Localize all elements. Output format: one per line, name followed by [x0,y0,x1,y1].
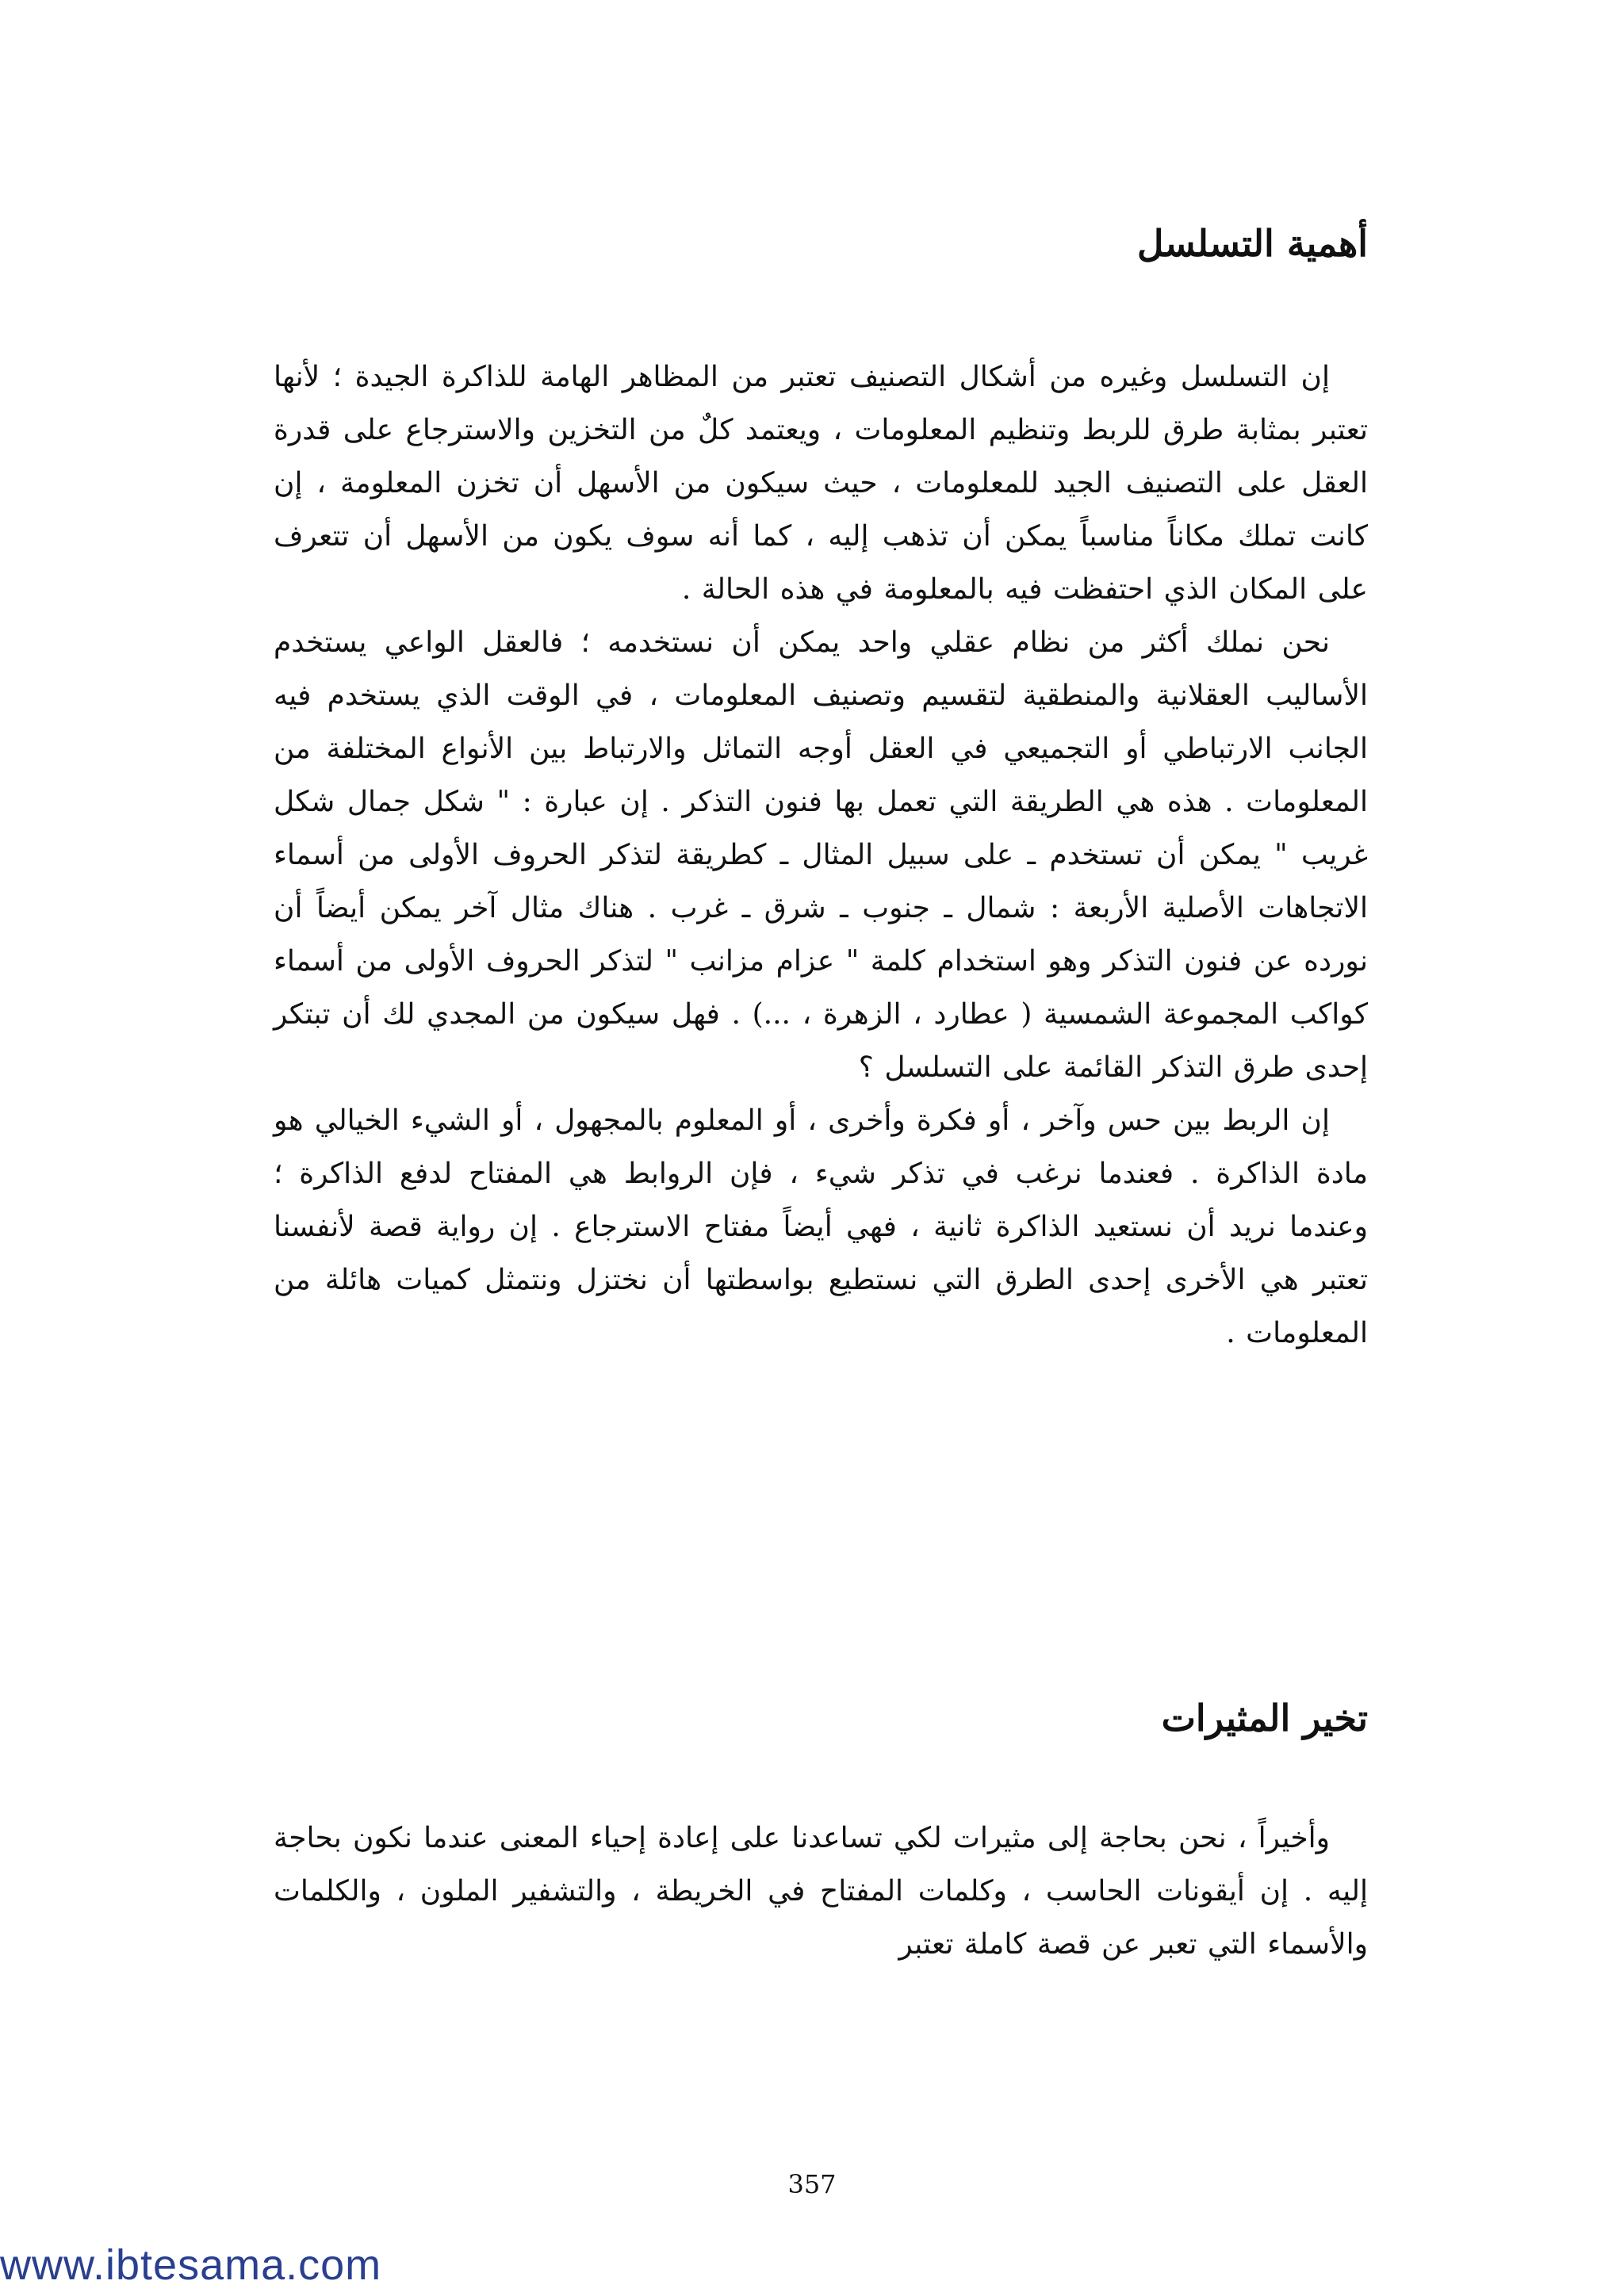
section-2-body [274,1812,1368,1971]
section-2-heading-block [274,1697,1368,1740]
paragraph: إن الربط بين حس وآخر ، أو فكرة وأخرى ، أو المعلوم بالمجهول ، أو الشيء الخيالي هو مادة الذاكرة . فعندما نرغب في تذكر شيء ، فإن الروابط هي المفتاح لدفع الذاكرة ؛ وعندما نريد أن نستعيد الذاكرة ثانية ، فهي أيضاً مفتاح الاسترجاع . إن رواية قصة لأنفسنا تعتبر هي الأخرى إحدى الطرق التي نستطيع بواسطتها أن نختزل ونتمثل كميات هائلة من المعلومات . [274,1104,1368,1349]
section-heading-choosing-stimuli: تخير المثيرات [1161,1697,1368,1739]
section-1-heading-block [274,222,1368,266]
paragraph: وأخيراً ، نحن بحاجة إلى مثيرات لكي تساعدنا على إعادة إحياء المعنى عندما نكون بحاجة إليه . إن أيقونات الحاسب ، وكلمات المفتاح في الخريطة ، والتشفير الملون ، والكلمات والأسماء التي تعبر عن قصة كاملة تعتبر [274,1822,1368,1961]
paragraph: إن التسلسل وغيره من أشكال التصنيف تعتبر من المظاهر الهامة للذاكرة الجيدة ؛ لأنها تعتبر بمثابة طرق للربط وتنظيم المعلومات ، ويعتمد كلٌ من التخزين والاسترجاع على قدرة العقل على التصنيف الجيد للمعلومات ، حيث سيكون من الأسهل أن تخزن المعلومة ، إن كانت تملك مكاناً مناسباً يمكن أن تذهب إليه ، كما أنه سوف يكون من الأسهل أن تتعرف على المكان الذي احتفظت فيه بالمعلومة في هذه الحالة . [274,361,1368,606]
section-heading-importance-of-sequence: أهمية التسلسل [1136,222,1368,265]
page-number: 357 [787,2169,837,2199]
section-1-body [274,350,1368,1360]
paragraph: نحن نملك أكثر من نظام عقلي واحد يمكن أن نستخدمه ؛ فالعقل الواعي يستخدم الأساليب العقلانية والمنطقية لتقسيم وتصنيف المعلومات ، في الوقت الذي يستخدم فيه الجانب الارتباطي أو التجميعي في العقل أوجه التماثل والارتباط بين الأنواع المختلفة من المعلومات . هذه هي الطريقة التي تعمل بها فنون التذكر . إن عبارة : " شكل جمال شكل غريب " يمكن أن تستخدم ـ على سبيل المثال ـ كطريقة لتذكر الحروف الأولى من أسماء الاتجاهات الأصلية الأربعة : شمال ـ جنوب ـ شرق ـ غرب . هناك مثال آخر يمكن أيضاً أن نورده عن فنون التذكر وهو استخدام كلمة " عزام مزانب " لتذكر الحروف الأولى من أسماء كواكب المجموعة الشمسية ( عطارد ، الزهرة ، ...) . فهل سيكون من المجدي لك أن تبتكر إحدى طرق التذكر القائمة على التسلسل ؟ [274,626,1368,1084]
watermark-url: www.ibtesama.com [0,2241,382,2289]
